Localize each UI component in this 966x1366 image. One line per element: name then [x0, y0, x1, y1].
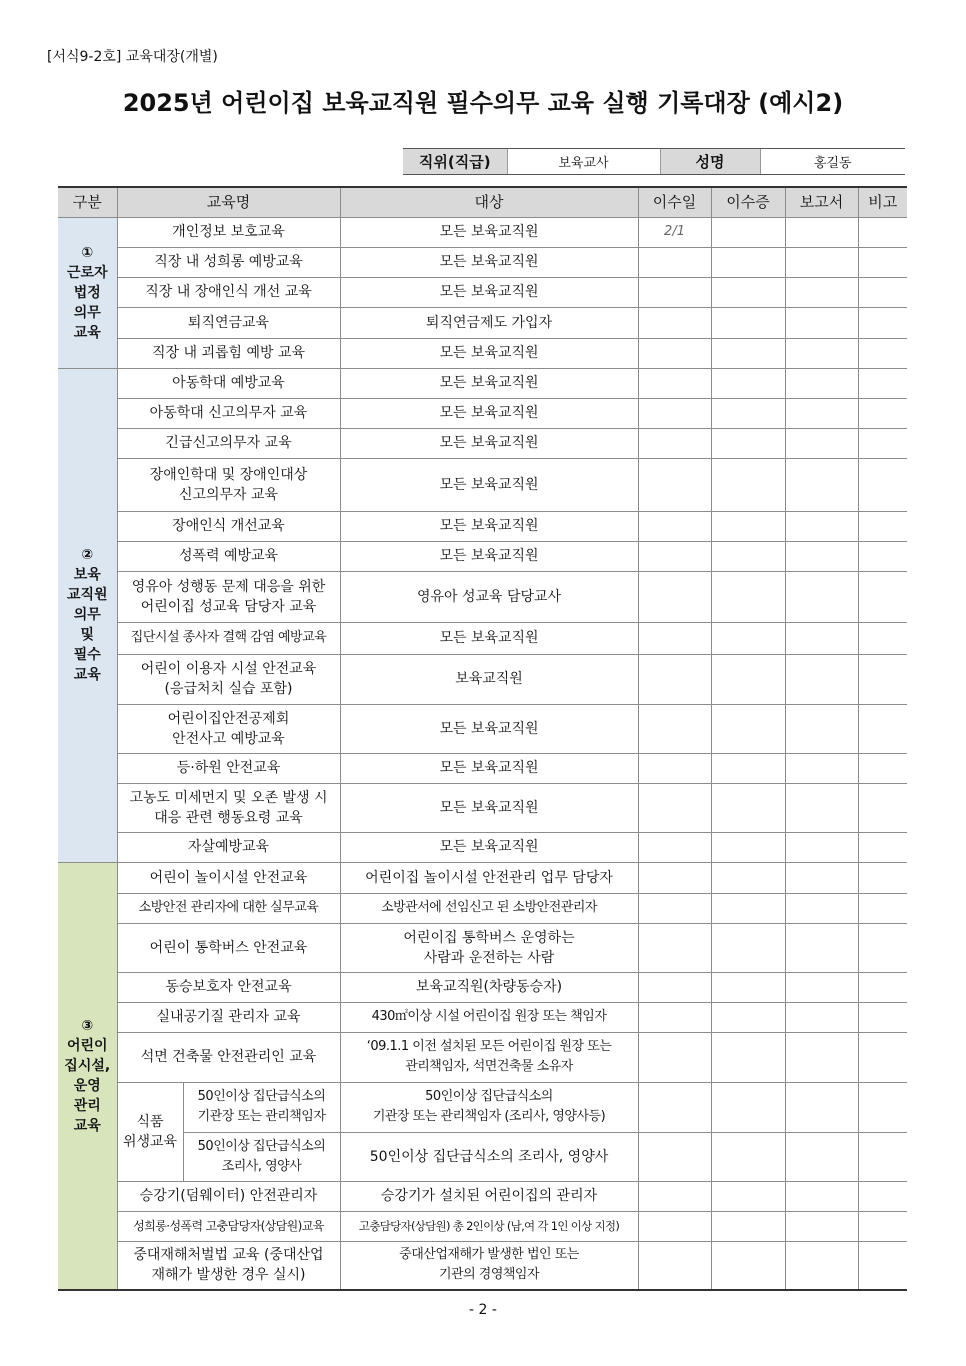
note-cell	[858, 571, 907, 622]
target-cell: 모든 보육교직원	[340, 368, 638, 398]
report-cell	[785, 783, 858, 832]
target-cell: 중대산업재해가 발생한 법인 또는 기관의 경영책임자	[340, 1241, 638, 1290]
course-name-cell: 어린이 통학버스 안전교육	[117, 923, 340, 972]
target-cell: 어린이집 통학버스 운영하는 사람과 운전하는 사람	[340, 923, 638, 972]
note-cell	[858, 511, 907, 541]
note-cell	[858, 893, 907, 923]
staff-info-table	[403, 148, 905, 175]
report-cell	[785, 1032, 858, 1082]
note-cell	[858, 247, 907, 277]
form-number-label: [서식9-2호] 교육대장(개별)	[47, 49, 218, 65]
table-row	[58, 1181, 907, 1211]
certificate-cell	[711, 704, 785, 753]
certificate-cell	[711, 923, 785, 972]
note-cell	[858, 832, 907, 862]
course-name-cell: 어린이 이용자 시설 안전교육 (응급처치 실습 포함)	[117, 654, 340, 704]
course-name-cell: 승강기(덤웨이터) 안전관리자	[117, 1181, 340, 1211]
certificate-cell	[711, 368, 785, 398]
target-cell: 퇴직연금제도 가입자	[340, 307, 638, 338]
report-cell	[785, 1132, 858, 1181]
report-cell	[785, 923, 858, 972]
certificate-cell	[711, 1211, 785, 1241]
certificate-cell	[711, 571, 785, 622]
table-row	[58, 704, 907, 753]
table-row	[58, 1211, 907, 1241]
completion-date-cell	[638, 1082, 711, 1132]
certificate-cell	[711, 622, 785, 654]
report-cell	[785, 247, 858, 277]
header-target: 대상	[340, 187, 638, 217]
certificate-cell	[711, 217, 785, 247]
course-name-cell: 고농도 미세먼지 및 오존 발생 시 대응 관련 행동요령 교육	[117, 783, 340, 832]
report-cell	[785, 1181, 858, 1211]
position-label: 직위(직급)	[403, 149, 507, 175]
report-cell	[785, 622, 858, 654]
report-cell	[785, 368, 858, 398]
report-cell	[785, 972, 858, 1002]
report-cell	[785, 893, 858, 923]
table-row	[58, 923, 907, 972]
table-row	[58, 1132, 907, 1181]
note-cell	[858, 277, 907, 307]
target-cell: 모든 보육교직원	[340, 832, 638, 862]
header-report: 보고서	[785, 187, 858, 217]
completion-date-cell	[638, 972, 711, 1002]
report-cell	[785, 338, 858, 368]
table-row	[58, 622, 907, 654]
note-cell	[858, 458, 907, 511]
table-body	[58, 217, 907, 1290]
completion-date-cell	[638, 458, 711, 511]
certificate-cell	[711, 783, 785, 832]
target-cell: 모든 보육교직원	[340, 398, 638, 428]
note-cell	[858, 217, 907, 247]
completion-date-cell	[638, 622, 711, 654]
certificate-cell	[711, 893, 785, 923]
section-label-cell: ① 근로자 법정 의무 교육	[58, 217, 117, 368]
completion-date-cell	[638, 247, 711, 277]
completion-date-cell	[638, 753, 711, 783]
certificate-cell	[711, 1181, 785, 1211]
certificate-cell	[711, 832, 785, 862]
completion-date-cell	[638, 893, 711, 923]
table-row	[58, 458, 907, 511]
certificate-cell	[711, 338, 785, 368]
certificate-cell	[711, 1002, 785, 1032]
completion-date-cell	[638, 1002, 711, 1032]
course-name-cell: 영유아 성행동 문제 대응을 위한 어린이집 성교육 담당자 교육	[117, 571, 340, 622]
report-cell	[785, 832, 858, 862]
course-name-cell: 50인이상 집단급식소의 기관장 또는 관리책임자	[183, 1082, 340, 1132]
table-row	[58, 1032, 907, 1082]
table-row	[58, 753, 907, 783]
course-name-cell: 장애인식 개선교육	[117, 511, 340, 541]
target-cell: 모든 보육교직원	[340, 428, 638, 458]
note-cell	[858, 398, 907, 428]
course-group-cell: 식품 위생교육	[117, 1082, 183, 1181]
completion-date-cell	[638, 277, 711, 307]
target-cell: 모든 보육교직원	[340, 217, 638, 247]
name-label: 성명	[660, 149, 760, 175]
table-row	[58, 368, 907, 398]
table-row	[58, 783, 907, 832]
target-cell: 승강기가 설치된 어린이집의 관리자	[340, 1181, 638, 1211]
target-cell: ‘09.1.1 이전 설치된 모든 어린이집 원장 또는 관리책임자, 석면건축물 소유자	[340, 1032, 638, 1082]
certificate-cell	[711, 247, 785, 277]
header-completion-date: 이수일	[638, 187, 711, 217]
report-cell	[785, 654, 858, 704]
note-cell	[858, 1132, 907, 1181]
certificate-cell	[711, 277, 785, 307]
target-cell: 50인이상 집단급식소의 조리사, 영양사	[340, 1132, 638, 1181]
certificate-cell	[711, 458, 785, 511]
course-name-cell: 아동학대 신고의무자 교육	[117, 398, 340, 428]
certificate-cell	[711, 398, 785, 428]
report-cell	[785, 1241, 858, 1290]
target-cell: 모든 보육교직원	[340, 541, 638, 571]
completion-date-cell	[638, 923, 711, 972]
position-value: 보육교사	[507, 149, 660, 175]
section-label-cell: ③ 어린이 집시설, 운영 관리 교육	[58, 862, 117, 1290]
report-cell	[785, 1082, 858, 1132]
header-certificate: 이수증	[711, 187, 785, 217]
report-cell	[785, 277, 858, 307]
name-value: 홍길동	[760, 149, 905, 175]
table-row	[58, 338, 907, 368]
certificate-cell	[711, 972, 785, 1002]
target-cell: 모든 보육교직원	[340, 704, 638, 753]
course-name-cell: 성폭력 예방교육	[117, 541, 340, 571]
header-category: 구분	[58, 187, 117, 217]
certificate-cell	[711, 541, 785, 571]
section-label-cell: ② 보육 교직원 의무 및 필수 교육	[58, 368, 117, 862]
report-cell	[785, 398, 858, 428]
completion-date-cell	[638, 511, 711, 541]
certificate-cell	[711, 1241, 785, 1290]
note-cell	[858, 338, 907, 368]
note-cell	[858, 1032, 907, 1082]
completion-date-cell	[638, 307, 711, 338]
table-row	[58, 832, 907, 862]
target-cell: 모든 보육교직원	[340, 338, 638, 368]
target-cell: 50인이상 집단급식소의 기관장 또는 관리책임자 (조리사, 영양사등)	[340, 1082, 638, 1132]
completion-date-cell	[638, 783, 711, 832]
completion-date-cell	[638, 571, 711, 622]
report-cell	[785, 307, 858, 338]
table-row	[58, 862, 907, 893]
table-row	[58, 1002, 907, 1032]
report-cell	[785, 571, 858, 622]
completion-date-cell	[638, 1032, 711, 1082]
target-cell: 소방관서에 선임신고 된 소방안전관리자	[340, 893, 638, 923]
certificate-cell	[711, 1082, 785, 1132]
course-name-cell: 성희롱·성폭력 고충담당자(상담원)교육	[117, 1211, 340, 1241]
certificate-cell	[711, 753, 785, 783]
course-name-cell: 석면 건축물 안전관리인 교육	[117, 1032, 340, 1082]
completion-date-cell	[638, 541, 711, 571]
completion-date-cell	[638, 862, 711, 893]
completion-date-cell	[638, 1241, 711, 1290]
course-name-cell: 자살예방교육	[117, 832, 340, 862]
header-note: 비고	[858, 187, 907, 217]
certificate-cell	[711, 428, 785, 458]
note-cell	[858, 783, 907, 832]
completion-date-cell	[638, 704, 711, 753]
table-row	[58, 277, 907, 307]
report-cell	[785, 458, 858, 511]
target-cell: 모든 보육교직원	[340, 753, 638, 783]
table-row	[58, 1241, 907, 1290]
completion-date-cell	[638, 1181, 711, 1211]
completion-date-cell	[638, 1211, 711, 1241]
completion-date-cell	[638, 398, 711, 428]
note-cell	[858, 923, 907, 972]
page-number: - 2 -	[469, 1302, 497, 1318]
course-name-cell: 50인이상 집단급식소의 조리사, 영양사	[183, 1132, 340, 1181]
page-title: 2025년 어린이집 보육교직원 필수의무 교육 실행 기록대장 (예시2)	[122, 89, 844, 117]
course-name-cell: 개인정보 보호교육	[117, 217, 340, 247]
report-cell	[785, 1211, 858, 1241]
note-cell	[858, 1002, 907, 1032]
target-cell: 모든 보육교직원	[340, 277, 638, 307]
report-cell	[785, 704, 858, 753]
note-cell	[858, 654, 907, 704]
target-cell: 고충담당자(상담원) 총 2인이상 (남,여 각 1인 이상 지정)	[340, 1211, 638, 1241]
completion-date-cell	[638, 832, 711, 862]
course-name-cell: 중대재해처벌법 교육 (중대산업 재해가 발생한 경우 실시)	[117, 1241, 340, 1290]
note-cell	[858, 862, 907, 893]
note-cell	[858, 704, 907, 753]
table-row	[58, 571, 907, 622]
course-name-cell: 긴급신고의무자 교육	[117, 428, 340, 458]
completion-date-cell	[638, 654, 711, 704]
report-cell	[785, 217, 858, 247]
report-cell	[785, 862, 858, 893]
note-cell	[858, 753, 907, 783]
staff-info-row	[403, 149, 905, 175]
target-cell: 모든 보육교직원	[340, 783, 638, 832]
certificate-cell	[711, 654, 785, 704]
completion-date-cell	[638, 338, 711, 368]
target-cell: 보육교직원(차량동승자)	[340, 972, 638, 1002]
table-row	[58, 654, 907, 704]
note-cell	[858, 307, 907, 338]
certificate-cell	[711, 307, 785, 338]
table-row	[58, 893, 907, 923]
certificate-cell	[711, 511, 785, 541]
note-cell	[858, 1181, 907, 1211]
course-name-cell: 직장 내 성희롱 예방교육	[117, 247, 340, 277]
note-cell	[858, 428, 907, 458]
table-row	[58, 398, 907, 428]
certificate-cell	[711, 1032, 785, 1082]
report-cell	[785, 428, 858, 458]
note-cell	[858, 541, 907, 571]
certificate-cell	[711, 1132, 785, 1181]
table-row	[58, 511, 907, 541]
course-name-cell: 실내공기질 관리자 교육	[117, 1002, 340, 1032]
completion-date-cell	[638, 428, 711, 458]
course-name-cell: 집단시설 종사자 결핵 감염 예방교육	[117, 622, 340, 654]
course-name-cell: 직장 내 장애인식 개선 교육	[117, 277, 340, 307]
target-cell: 430㎡이상 시설 어린이집 원장 또는 책임자	[340, 1002, 638, 1032]
table-row	[58, 972, 907, 1002]
target-cell: 보육교직원	[340, 654, 638, 704]
education-record-table	[58, 186, 907, 1291]
table-row	[58, 217, 907, 247]
course-name-cell: 아동학대 예방교육	[117, 368, 340, 398]
note-cell	[858, 1241, 907, 1290]
target-cell: 모든 보육교직원	[340, 511, 638, 541]
course-name-cell: 소방안전 관리자에 대한 실무교육	[117, 893, 340, 923]
course-name-cell: 퇴직연금교육	[117, 307, 340, 338]
report-cell	[785, 753, 858, 783]
note-cell	[858, 1082, 907, 1132]
completion-date-cell	[638, 368, 711, 398]
course-name-cell: 어린이집안전공제회 안전사고 예방교육	[117, 704, 340, 753]
course-name-cell: 장애인학대 및 장애인대상 신고의무자 교육	[117, 458, 340, 511]
target-cell: 모든 보육교직원	[340, 622, 638, 654]
completion-date-cell	[638, 1132, 711, 1181]
report-cell	[785, 511, 858, 541]
note-cell	[858, 972, 907, 1002]
table-row	[58, 428, 907, 458]
course-name-cell: 동승보호자 안전교육	[117, 972, 340, 1002]
header-course: 교육명	[117, 187, 340, 217]
table-row	[58, 1082, 907, 1132]
table-row	[58, 541, 907, 571]
table-row	[58, 307, 907, 338]
completion-date-cell: 2/1	[638, 217, 711, 247]
course-name-cell: 어린이 놀이시설 안전교육	[117, 862, 340, 893]
note-cell	[858, 1211, 907, 1241]
certificate-cell	[711, 862, 785, 893]
report-cell	[785, 1002, 858, 1032]
target-cell: 어린이집 놀이시설 안전관리 업무 담당자	[340, 862, 638, 893]
note-cell	[858, 368, 907, 398]
target-cell: 모든 보육교직원	[340, 458, 638, 511]
report-cell	[785, 541, 858, 571]
note-cell	[858, 622, 907, 654]
course-name-cell: 등·하원 안전교육	[117, 753, 340, 783]
target-cell: 모든 보육교직원	[340, 247, 638, 277]
course-name-cell: 직장 내 괴롭힘 예방 교육	[117, 338, 340, 368]
table-header-row	[58, 187, 907, 217]
table-row	[58, 247, 907, 277]
target-cell: 영유아 성교육 담당교사	[340, 571, 638, 622]
